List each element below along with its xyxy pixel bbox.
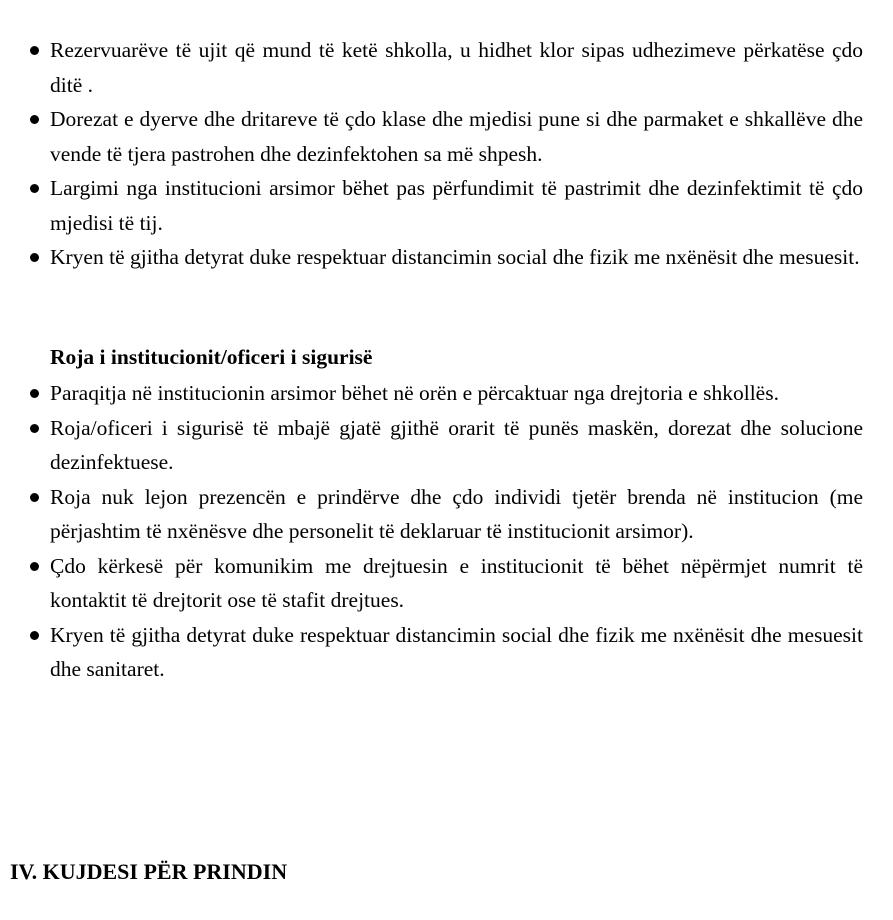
- list-item: [29, 171, 863, 240]
- guard-duties-list: [29, 376, 863, 687]
- bullet-icon: [30, 184, 39, 193]
- list-item-text: Largimi nga institucioni arsimor bëhet pas përfundimit të pastrimit dhe dezinfektimit të çdo mjedisi të tij.: [50, 176, 863, 235]
- guard-section-heading: Roja i institucionit/oficeri i sigurisë: [50, 345, 373, 369]
- bullet-icon: [30, 115, 39, 124]
- list-item: [29, 376, 863, 411]
- list-item-text: Roja nuk lejon prezencën e prindërve dhe çdo individi tjetër brenda në institucion (me përjashtim të nxënësve dhe personelit të deklaruar të institucionit arsimor).: [50, 484, 863, 543]
- bullet-icon: [30, 389, 39, 398]
- list-item-text: Kryen të gjitha detyrat duke respektuar distancimin social dhe fizik me nxënësit dhe mesuesit dhe sanitaret.: [50, 622, 863, 681]
- list-item: [29, 549, 863, 618]
- bullet-icon: [30, 493, 39, 502]
- bullet-icon: [30, 46, 39, 55]
- list-item: [29, 480, 863, 549]
- bullet-icon: [30, 424, 39, 433]
- cleaner-duties-list: [29, 33, 863, 275]
- list-item-text: Çdo kërkesë për komunikim me drejtuesin e institucionit të bëhet nëpërmjet numrit të kontaktit të drejtorit ose të stafit drejtues.: [50, 553, 863, 612]
- bullet-icon: [30, 253, 39, 262]
- list-item-text: Paraqitja në institucionin arsimor bëhet në orën e përcaktuar nga drejtoria e shkollës.: [50, 381, 779, 405]
- list-item-text: Roja/oficeri i sigurisë të mbajë gjatë gjithë orarit të punës maskën, dorezat dhe solucione dezinfektuese.: [50, 415, 863, 474]
- list-item-text: Kryen të gjitha detyrat duke respektuar distancimin social dhe fizik me nxënësit dhe mesuesit.: [50, 245, 860, 269]
- list-item-text: Rezervuarëve të ujit që mund të ketë shkolla, u hidhet klor sipas udhezimeve përkatëse çdo ditë .: [50, 38, 863, 97]
- list-item: [29, 618, 863, 687]
- list-item: [29, 33, 863, 102]
- list-item: [29, 102, 863, 171]
- list-item-text: Dorezat e dyerve dhe dritareve të çdo klase dhe mjedisi pune si dhe parmaket e shkallëve dhe vende të tjera pastrohen dhe dezinfektohen sa më shpesh.: [50, 107, 863, 166]
- bullet-icon: [30, 562, 39, 571]
- bullet-icon: [30, 631, 39, 640]
- list-item: [29, 411, 863, 480]
- section-heading: IV. KUJDESI PËR PRINDIN: [10, 859, 288, 884]
- list-item: [29, 240, 863, 275]
